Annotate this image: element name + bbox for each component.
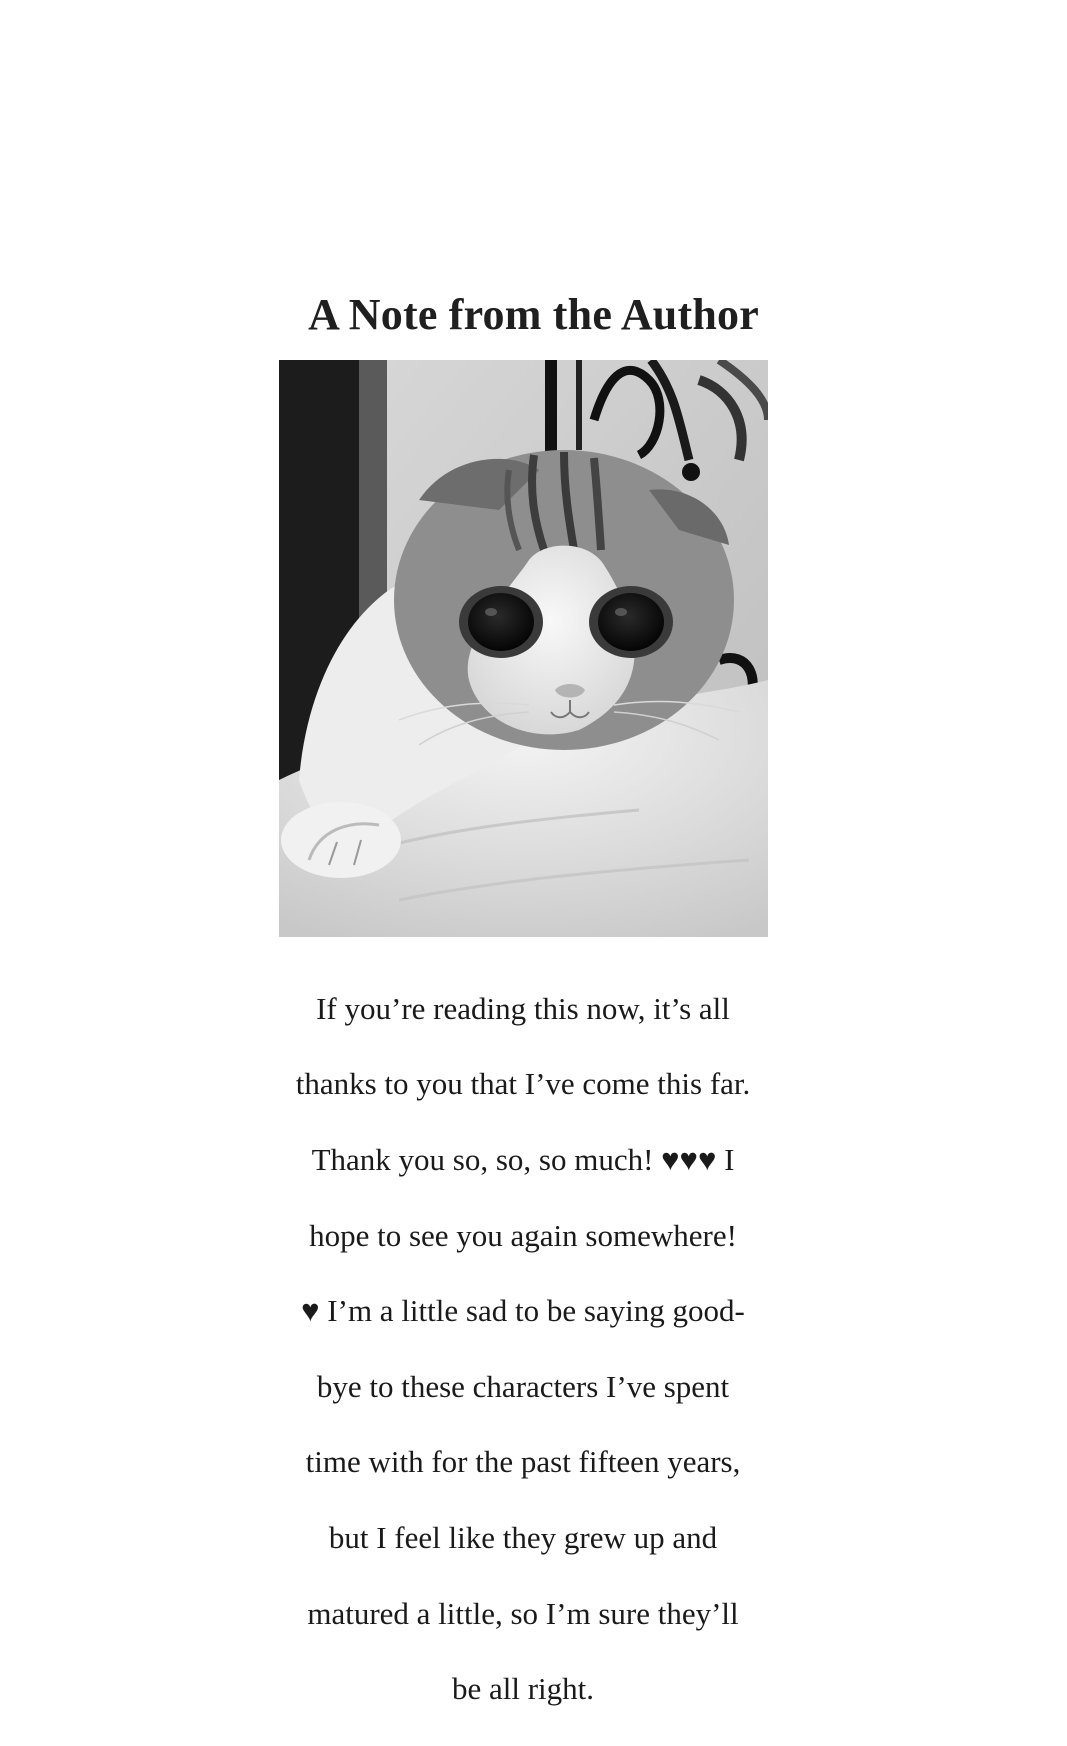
note-line: bye to these characters I’ve spent	[316, 1368, 730, 1404]
note-line: ♥ I’m a little sad to be saying good-	[301, 1293, 745, 1329]
note-line: be all right.	[451, 1671, 595, 1707]
note-line: time with for the past fifteen years,	[305, 1444, 741, 1480]
note-line: matured a little, so I’m sure they’ll	[307, 1595, 739, 1631]
cat-photo	[279, 360, 768, 937]
note-line: hope to see you again somewhere!	[309, 1217, 737, 1253]
note-line: Thank you so, so, so much! ♥♥♥ I	[311, 1141, 735, 1177]
note-line: If you’re reading this now, it’s all	[316, 990, 730, 1026]
note-line: thanks to you that I’ve come this far.	[295, 1066, 751, 1102]
page-title: A Note from the Author	[308, 290, 759, 340]
author-note	[268, 952, 778, 1746]
note-line: but I feel like they grew up and	[328, 1519, 718, 1555]
